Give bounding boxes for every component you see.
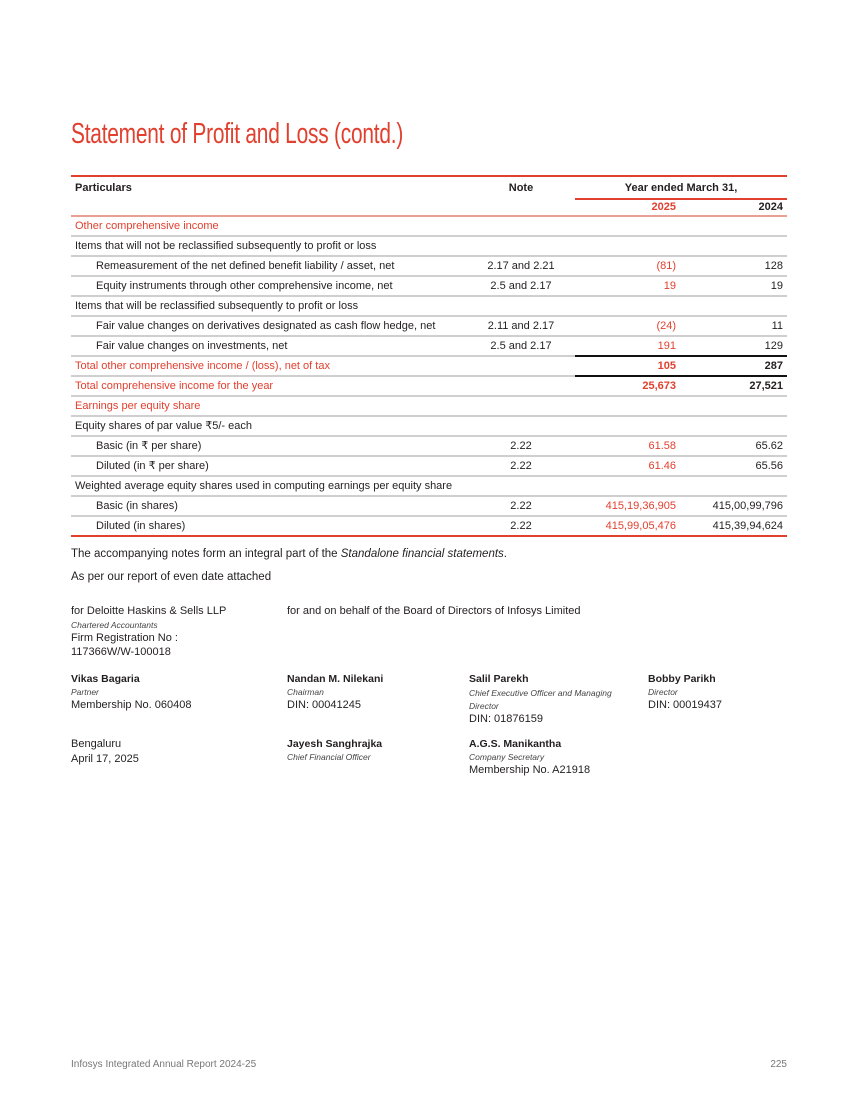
row-note: 2.5 and 2.17 [490,280,552,292]
header-period: Year ended March 31, [575,182,787,200]
profit-loss-table [71,175,787,537]
table-row [71,437,787,457]
notes-suffix: . [503,548,507,560]
header-2025: 2025 [651,201,676,213]
table-row [71,357,787,377]
row-note: 2.22 [510,460,532,472]
row-note: 2.11 and 2.17 [487,320,555,332]
signatory-title: Chairman [287,687,324,697]
table-row [71,277,787,297]
frn-label: Firm Registration No : [71,632,178,644]
table-body [71,217,787,537]
row-label: Total other comprehensive income / (loss), net of tax [75,360,330,372]
row-value-2024: 129 [764,340,783,352]
row-label: Diluted (in ₹ per share) [96,460,209,472]
signatory-title: Chief Financial Officer [287,752,371,762]
row-label: Equity shares of par value ₹5/- each [75,420,252,432]
row-note: 2.5 and 2.17 [490,340,552,352]
row-value-2024: 19 [770,280,783,292]
signatory-name: Nandan M. Nilekani [287,673,384,685]
table-row [71,257,787,277]
frn-value: 117366W/W-100018 [71,646,171,658]
row-value-2025: 191 [657,340,676,352]
row-value-2024: 65.56 [755,460,783,472]
signatory-title: Director [648,687,678,697]
table-row [71,337,787,357]
row-value-2025: (81) [656,260,676,272]
signatory-title: Partner [71,687,99,697]
row-value-2024: 287 [764,360,783,372]
date: April 17, 2025 [71,753,139,765]
row-value-2025: 415,99,05,476 [605,520,676,532]
row-value-2025: (24) [656,320,676,332]
signatory-name: Bobby Parikh [648,673,716,685]
row-note: 2.17 and 2.21 [487,260,555,272]
table-row [71,397,787,417]
table-row [71,217,787,237]
page-number: 225 [770,1059,787,1070]
table-row [71,297,787,317]
row-label: Fair value changes on derivatives designated as cash flow hedge, net [96,320,436,332]
row-value-2024: 27,521 [749,380,783,392]
place: Bengaluru [71,738,122,750]
row-value-2025: 61.58 [648,440,676,452]
row-value-2024: 128 [764,260,783,272]
row-label: Items that will be reclassified subsequently to profit or loss [75,300,359,312]
table-row [71,517,787,537]
row-label: Equity instruments through other comprehensive income, net [96,280,393,292]
row-label: Basic (in ₹ per share) [96,440,202,452]
signatory-name: Jayesh Sanghrajka [287,738,383,750]
table-row [71,477,787,497]
row-value-2025: 61.46 [648,460,676,472]
page-title: Statement of Profit and Loss (contd.) [71,118,404,150]
row-label: Total comprehensive income for the year [75,380,274,392]
row-value-2025: 25,673 [642,380,676,392]
board-line: for and on behalf of the Board of Directors of Infosys Limited [287,605,581,617]
row-value-2024: 11 [771,320,783,332]
row-value-2025: 415,19,36,905 [605,500,676,512]
signatory-title: Chief Executive Officer and Managing Director [469,688,612,711]
notes-line [71,548,507,560]
report-line: As per our report of even date attached [71,571,272,583]
row-label: Remeasurement of the net defined benefit liability / asset, net [96,260,395,272]
row-value-2024: 415,39,94,624 [712,520,783,532]
table-row [71,237,787,257]
header-particulars: Particulars [75,182,132,194]
row-value-2024: 65.62 [755,440,783,452]
signatory-title: Company Secretary [469,752,545,762]
table-row [71,317,787,337]
row-label: Fair value changes on investments, net [96,340,288,352]
row-note: 2.22 [510,440,532,452]
notes-text: The accompanying notes form an integral part of the [71,548,341,560]
row-label: Items that will not be reclassified subsequently to profit or loss [75,240,377,252]
row-value-2025: 105 [657,360,676,372]
notes-italic: Standalone financial statements [340,548,504,560]
table-row [71,377,787,397]
table-row [71,497,787,517]
row-value-2025: 19 [663,280,676,292]
signatory-id: DIN: 01876159 [469,713,543,725]
row-note: 2.22 [510,500,532,512]
signatory-name: Vikas Bagaria [71,673,140,685]
row-label: Basic (in shares) [96,500,178,512]
table-row [71,457,787,477]
table-row [71,417,787,437]
row-label: Diluted (in shares) [96,520,186,532]
row-label: Earnings per equity share [75,400,201,412]
header-note: Note [508,182,534,194]
row-label: Other comprehensive income [75,220,219,232]
signatory-name: Salil Parekh [469,673,529,685]
row-note: 2.22 [510,520,532,532]
signatory-id: DIN: 00019437 [648,699,722,711]
table-header [71,177,787,217]
header-2024: 2024 [758,201,783,213]
auditor-role: Chartered Accountants [71,620,158,630]
signatory-id: Membership No. A21918 [469,764,591,776]
signatory-id: DIN: 00041245 [287,699,361,711]
row-label: Weighted average equity shares used in computing earnings per equity share [75,480,453,492]
signatory-name: A.G.S. Manikantha [469,738,562,750]
footer-report-name: Infosys Integrated Annual Report 2024-25 [71,1059,257,1070]
row-value-2024: 415,00,99,796 [712,500,783,512]
auditor-firm: for Deloitte Haskins & Sells LLP [71,605,227,617]
signatory-id: Membership No. 060408 [71,699,192,711]
